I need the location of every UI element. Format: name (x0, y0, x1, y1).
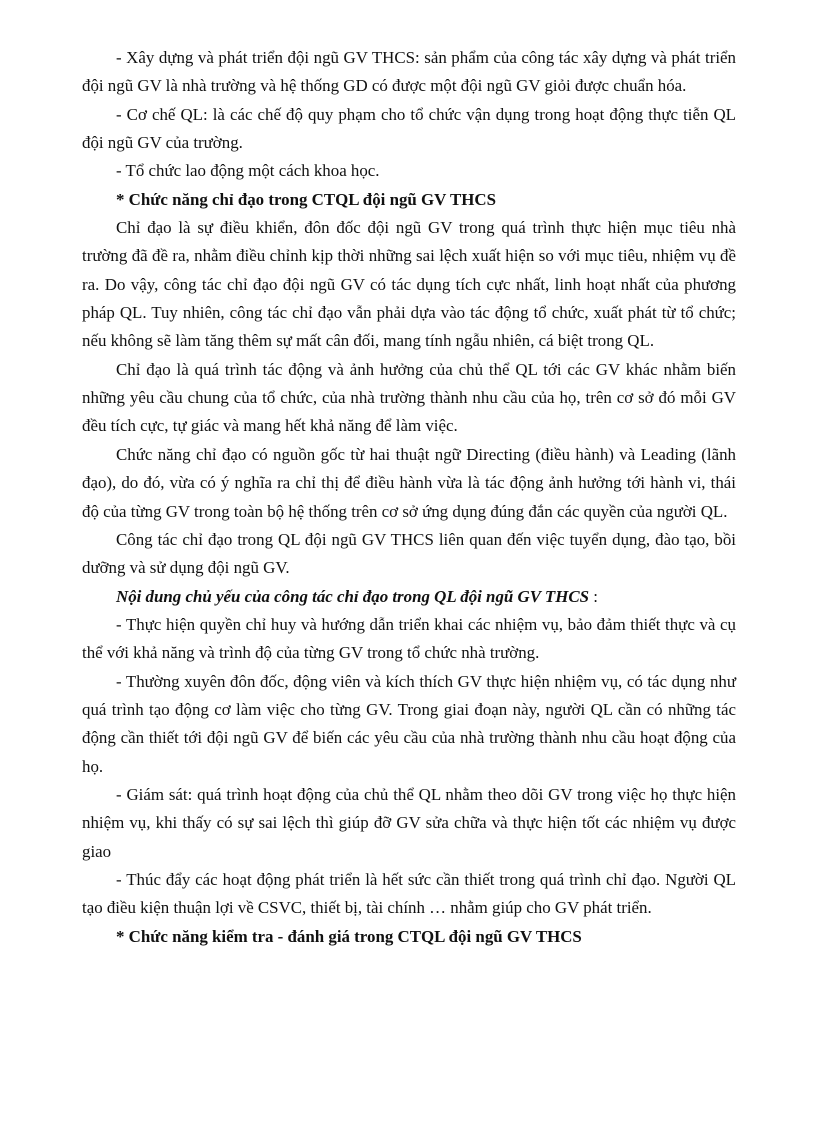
subheading-main-content-text: Nội dung chủ yếu của công tác chỉ đạo trong QL đội ngũ GV THCS (116, 586, 590, 606)
heading-evaluation-function: * Chức năng kiểm tra - đánh giá trong CTQL đội ngũ GV THCS (116, 926, 582, 946)
subheading-main-content (82, 583, 736, 611)
subheading-colon: : (589, 586, 598, 606)
paragraph-directing-scope: Công tác chỉ đạo trong QL đội ngũ GV THCS liên quan đến việc tuyển dụng, đào tạo, bồi dưỡng và sử dụng đội ngũ GV. (82, 529, 736, 578)
paragraph-directing-definition: Chỉ đạo là sự điều khiển, đôn đốc đội ngũ GV trong quá trình thực hiện mục tiêu nhà trường đã đề ra, nhằm điều chỉnh kịp thời những sai lệch xuất hiện so với mục tiêu, nhiệm vụ đề ra. Do vậy, công tác chỉ đạo đội ngũ GV có tác dụng tích cực nhất, linh hoạt nhất của phương pháp QL. Tuy nhiên, công tác chỉ đạo vẫn phải dựa vào tác động tổ chức, xuất phát từ tổ chức; nếu không sẽ làm tăng thêm sự mất cân đối, mang tính ngẫu nhiên, cá biệt trong QL. (82, 218, 736, 351)
paragraph-management-mechanism: - Cơ chế QL: là các chế độ quy phạm cho tổ chức vận dụng trong hoạt động thực tiễn QL đội ngũ GV của trường. (82, 104, 736, 153)
heading-directing-function: * Chức năng chỉ đạo trong CTQL đội ngũ GV THCS (116, 189, 496, 209)
list-item-supervision: - Giám sát: quá trình hoạt động của chủ thể QL nhằm theo dõi GV trong việc họ thực hiện nhiệm vụ, khi thấy có sự sai lệch thì giúp đỡ GV sửa chữa và thực hiện tốt các nhiệm vụ được giao (82, 784, 736, 861)
paragraph-staff-development: - Xây dựng và phát triển đội ngũ GV THCS: sản phẩm của công tác xây dựng và phát triển đội ngũ GV là nhà trường và hệ thống GD có được một đội ngũ GV giỏi được chuẩn hóa. (82, 48, 736, 96)
list-item-command: - Thực hiện quyền chỉ huy và hướng dẫn triển khai các nhiệm vụ, bảo đảm thiết thực và cụ thể với khả năng và trình độ của từng GV trong tổ chức nhà trường. (82, 614, 736, 663)
paragraph-directing-process: Chỉ đạo là quá trình tác động và ảnh hưởng của chủ thể QL tới các GV khác nhằm biến những yêu cầu chung của tổ chức, của nhà trường thành nhu cầu của họ, trên cơ sở đó mỗi GV đều tích cực, tự giác và mang hết khả năng để làm việc. (82, 359, 736, 436)
document-page (82, 44, 736, 951)
paragraph-directing-origin: Chức năng chỉ đạo có nguồn gốc từ hai thuật ngữ Directing (điều hành) và Leading (lãnh đạo), do đó, vừa có ý nghĩa ra chỉ thị để điều hành vừa là tác động ảnh hưởng tới hành vi, thái độ của từng GV trong toàn bộ hệ thống trên cơ sở ứng dụng đúng đắn các quyền của người QL. (82, 444, 736, 521)
paragraph-labor-organization: - Tổ chức lao động một cách khoa học. (116, 161, 380, 181)
list-item-motivation: - Thường xuyên đôn đốc, động viên và kích thích GV thực hiện nhiệm vụ, có tác dụng như quá trình tạo động cơ làm việc cho từng GV. Trong giai đoạn này, người QL cần có những tác động cần thiết tới đội ngũ GV để biến các yêu cầu của nhà trường thành nhu cầu hoạt động của họ. (82, 671, 736, 776)
list-item-development: - Thúc đẩy các hoạt động phát triển là hết sức cần thiết trong quá trình chỉ đạo. Người QL tạo điều kiện thuận lợi về CSVC, thiết bị, tài chính … nhằm giúp cho GV phát triển. (82, 869, 736, 918)
